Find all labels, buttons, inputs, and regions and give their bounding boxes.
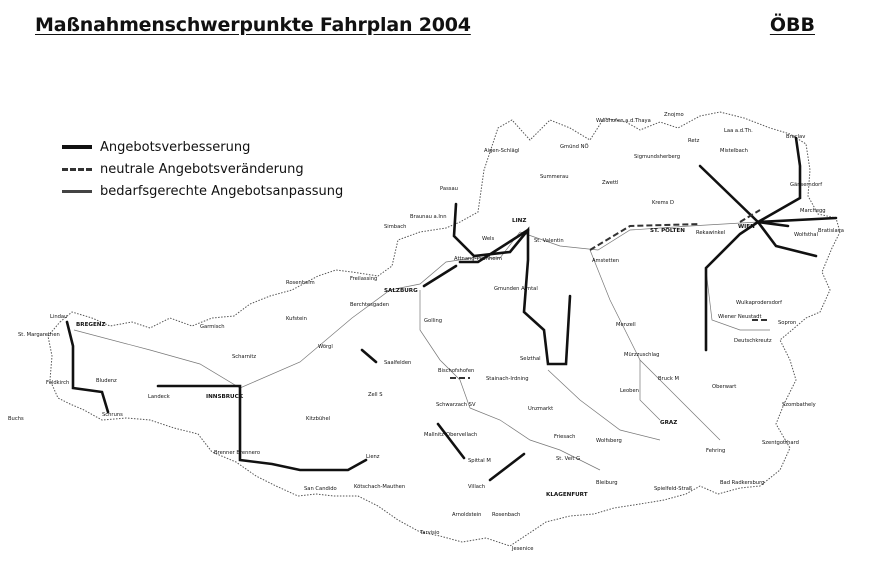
place-label: Tarvisio [420, 530, 440, 536]
place-label: SALZBURG [384, 288, 418, 294]
place-label: Buchs [8, 416, 24, 422]
place-label: LINZ [512, 218, 527, 224]
place-label: Fehring [706, 448, 726, 454]
place-label: Aigen-Schlägl [484, 148, 520, 154]
place-label: Braunau a.Inn [410, 214, 447, 220]
station-labels [8, 112, 844, 552]
place-label: Znojmo [664, 112, 684, 118]
place-label: Oberwart [712, 384, 737, 390]
place-label: Golling [424, 318, 443, 324]
place-label: Feldkirch [46, 380, 70, 386]
place-label: Spielfeld-Straß [654, 486, 693, 492]
place-label: Laa a.d.Th. [724, 128, 753, 134]
place-label: Breclav [786, 134, 806, 140]
place-label: Wolfsthal [794, 232, 818, 238]
place-label: Bludenz [96, 378, 117, 384]
place-label: Rosenheim [286, 280, 315, 286]
place-label: Leoben [620, 388, 639, 394]
place-label: Menzell [616, 322, 636, 328]
place-label: KLAGENFURT [546, 492, 588, 498]
place-label: Berchtesgaden [350, 302, 390, 308]
place-label: Kötschach-Mauthen [354, 484, 406, 490]
place-label: Marchegg [800, 208, 826, 214]
place-label: Rosenbach [492, 512, 521, 518]
place-label: Selzthal [520, 356, 541, 362]
place-label: Bratislava [818, 228, 844, 234]
place-label: Freilassing [350, 276, 378, 282]
rail-network [74, 222, 770, 470]
place-label: Kufstein [286, 316, 307, 322]
place-label: Sigmundsherberg [634, 154, 681, 160]
place-label: Kitzbühel [306, 416, 331, 422]
place-label: Zwettl [602, 180, 619, 186]
place-label: WIEN [738, 224, 755, 230]
legend-label: Angebotsverbesserung [100, 139, 251, 155]
legend-label: bedarfsgerechte Angebotsanpassung [100, 183, 344, 199]
place-label: Passau [440, 186, 458, 192]
place-label: Zell S [368, 392, 383, 398]
place-label: Attnang-Puchheim [454, 256, 502, 262]
place-label: Bruck M [658, 376, 679, 382]
place-label: Spittal M [468, 458, 491, 464]
place-label: Schwarzach SV [436, 402, 476, 408]
place-label: Gmünd NÖ [560, 144, 589, 150]
place-label: Deutschkreutz [734, 338, 772, 344]
place-label: Rekawinkel [696, 230, 726, 236]
place-label: Bleiburg [596, 480, 618, 486]
place-label: Szombathely [782, 402, 816, 408]
place-label: Sopron [778, 320, 797, 326]
place-label: Bad Radkersburg [720, 480, 765, 486]
place-label: Waidhofen a.d.Thaya [596, 118, 651, 124]
place-label: Mistelbach [720, 148, 748, 154]
place-label: San Candido [304, 486, 337, 492]
place-label: Summerau [540, 174, 569, 180]
page-title: Maßnahmenschwerpunkte Fahrplan 2004 [35, 14, 471, 36]
place-label: Unzmarkt [528, 406, 554, 412]
place-label: Landeck [148, 394, 170, 400]
place-label: Wiener Neustadt [718, 314, 762, 320]
place-label: St. Veit G [556, 456, 581, 462]
place-label: Mürzzuschlag [624, 352, 660, 358]
place-label: GRAZ [660, 420, 678, 426]
place-label: ST. PÖLTEN [650, 228, 685, 234]
place-label: Jesenice [512, 546, 534, 552]
place-label: Villach [468, 484, 486, 490]
place-label: Garmisch [200, 324, 225, 330]
place-label: Mallnitz-Obervellach [424, 432, 478, 438]
place-label: BREGENZ [76, 322, 106, 328]
place-label: Simbach [384, 224, 407, 230]
obb-logo: ÖBB [769, 14, 815, 36]
place-label: Schruns [102, 412, 123, 418]
place-label: Wörgl [318, 344, 333, 350]
place-label: St. Margarethen [18, 332, 60, 338]
place-label: INNSBRUCK [206, 394, 244, 400]
place-label: Retz [688, 138, 700, 144]
place-label: Arnoldstein [452, 512, 482, 518]
place-label: Stainach-Irdning [486, 376, 529, 382]
place-label: Szentgotthard [762, 440, 799, 446]
place-label: St. Valentin [534, 238, 564, 244]
place-label: Bischofshofen [438, 368, 475, 374]
place-label: Wolfsberg [596, 438, 622, 444]
place-label: Friesach [554, 434, 576, 440]
place-label: Gmunden Almtal [494, 286, 538, 292]
place-label: Krems D [652, 200, 675, 206]
place-label: Lindau [50, 314, 68, 320]
place-label: Saalfelden [384, 360, 412, 366]
legend-label: neutrale Angebotsveränderung [100, 161, 304, 177]
place-label: Wels [482, 236, 495, 242]
place-label: Gänserndorf [790, 182, 823, 188]
place-label: Brenner Brennero [214, 450, 261, 456]
place-label: Amstetten [592, 258, 620, 264]
place-label: Lienz [366, 454, 380, 460]
place-label: Wulkaprodersdorf [736, 300, 782, 306]
place-label: Scharnitz [232, 354, 257, 360]
